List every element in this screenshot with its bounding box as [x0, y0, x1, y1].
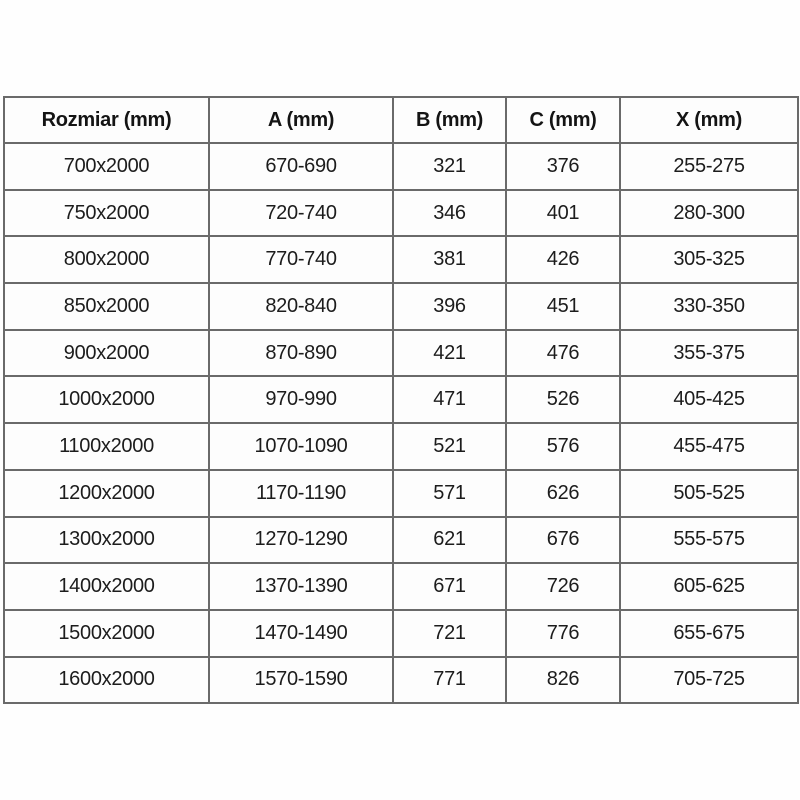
value-cell: 476: [506, 330, 620, 377]
column-header: X (mm): [620, 97, 798, 143]
value-cell: 670-690: [209, 143, 393, 190]
column-header: A (mm): [209, 97, 393, 143]
value-cell: 720-740: [209, 190, 393, 237]
value-cell: 555-575: [620, 517, 798, 564]
table-row: [4, 283, 798, 330]
value-cell: 521: [393, 423, 506, 470]
size-cell: 900x2000: [4, 330, 209, 377]
size-cell: 700x2000: [4, 143, 209, 190]
value-cell: 401: [506, 190, 620, 237]
value-cell: 455-475: [620, 423, 798, 470]
value-cell: 1470-1490: [209, 610, 393, 657]
value-cell: 376: [506, 143, 620, 190]
table-row: [4, 423, 798, 470]
value-cell: 451: [506, 283, 620, 330]
value-cell: 571: [393, 470, 506, 517]
size-cell: 1400x2000: [4, 563, 209, 610]
size-cell: 1600x2000: [4, 657, 209, 704]
value-cell: 1170-1190: [209, 470, 393, 517]
value-cell: 1070-1090: [209, 423, 393, 470]
column-header: C (mm): [506, 97, 620, 143]
value-cell: 870-890: [209, 330, 393, 377]
value-cell: 626: [506, 470, 620, 517]
value-cell: 771: [393, 657, 506, 704]
size-cell: 750x2000: [4, 190, 209, 237]
table-row: [4, 376, 798, 423]
size-cell: 1100x2000: [4, 423, 209, 470]
value-cell: 305-325: [620, 236, 798, 283]
size-cell: 850x2000: [4, 283, 209, 330]
table-row: [4, 143, 798, 190]
table-row: [4, 657, 798, 704]
value-cell: 255-275: [620, 143, 798, 190]
value-cell: 330-350: [620, 283, 798, 330]
value-cell: 776: [506, 610, 620, 657]
table-header: [4, 97, 798, 143]
column-header: Rozmiar (mm): [4, 97, 209, 143]
value-cell: 621: [393, 517, 506, 564]
value-cell: 1570-1590: [209, 657, 393, 704]
value-cell: 655-675: [620, 610, 798, 657]
size-cell: 800x2000: [4, 236, 209, 283]
value-cell: 505-525: [620, 470, 798, 517]
size-cell: 1500x2000: [4, 610, 209, 657]
value-cell: 726: [506, 563, 620, 610]
table-row: [4, 610, 798, 657]
value-cell: 346: [393, 190, 506, 237]
value-cell: 970-990: [209, 376, 393, 423]
value-cell: 671: [393, 563, 506, 610]
header-row: [4, 97, 798, 143]
value-cell: 1370-1390: [209, 563, 393, 610]
value-cell: 321: [393, 143, 506, 190]
size-cell: 1300x2000: [4, 517, 209, 564]
table-row: [4, 190, 798, 237]
table-row: [4, 236, 798, 283]
value-cell: 1270-1290: [209, 517, 393, 564]
value-cell: 421: [393, 330, 506, 377]
value-cell: 721: [393, 610, 506, 657]
value-cell: 826: [506, 657, 620, 704]
size-specification-table: [3, 96, 799, 704]
size-cell: 1200x2000: [4, 470, 209, 517]
column-header: B (mm): [393, 97, 506, 143]
value-cell: 676: [506, 517, 620, 564]
value-cell: 405-425: [620, 376, 798, 423]
table-row: [4, 517, 798, 564]
table-row: [4, 470, 798, 517]
value-cell: 770-740: [209, 236, 393, 283]
table-row: [4, 563, 798, 610]
value-cell: 576: [506, 423, 620, 470]
value-cell: 426: [506, 236, 620, 283]
value-cell: 280-300: [620, 190, 798, 237]
value-cell: 605-625: [620, 563, 798, 610]
table-row: [4, 330, 798, 377]
value-cell: 355-375: [620, 330, 798, 377]
value-cell: 381: [393, 236, 506, 283]
value-cell: 471: [393, 376, 506, 423]
size-cell: 1000x2000: [4, 376, 209, 423]
value-cell: 526: [506, 376, 620, 423]
value-cell: 705-725: [620, 657, 798, 704]
value-cell: 820-840: [209, 283, 393, 330]
value-cell: 396: [393, 283, 506, 330]
table-body: [4, 143, 798, 703]
